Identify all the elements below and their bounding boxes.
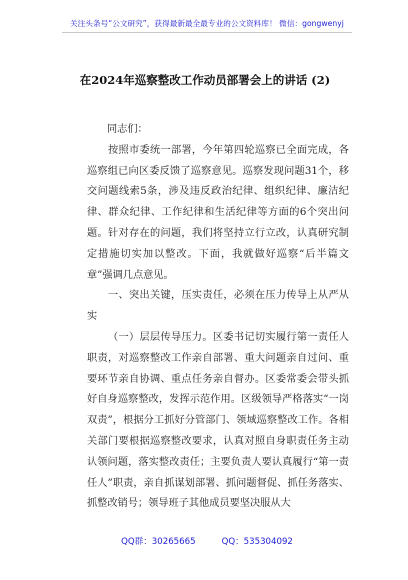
salutation: 同志们： [107, 124, 148, 135]
document-body [87, 120, 349, 515]
footer-qq: QQ：535304092 [221, 537, 293, 547]
footer-contact [62, 535, 352, 547]
header-promo-text: 关注头条号“公文研究”，获得最新最全最专业的公文资料库！ 微信：gongwenyj [70, 19, 344, 28]
paragraph-pressure: （一）层层传导压力。区委书记切实履行第一责任人职责，对巡察整改工作亲自部署、重大问题亲自过问、重要环节亲自协调、重点任务亲自督办。区委常委会带头抓好自身巡察整改，发挥示范作用。区级领导严格落实“一岗双责”，根据分工抓好分管部门、领域巡察整改工作。各相关部门要根据巡察整改要求，认真对照自身职责任务主动认领问题，落实整改责任；主要负责人要认真履行“第一责任人”职责，亲自抓谋划部署、抓问题督促、抓任务落实、抓整改销号；领导班子其他成员要坚决服从大 [87, 331, 349, 510]
section-heading-1: 一、突出关键，压实责任，必须在压力传导上从严从实 [87, 290, 349, 323]
header-divider [62, 32, 352, 33]
document-title: 在2024年巡察整改工作动员部署会上的讲话 (2) [79, 73, 331, 87]
paragraph-intro: 按照市委统一部署，今年第四轮巡察已全面完成，各巡察组已向区委反馈了巡察意见。巡察发现问题31个，移交问题线索5条，涉及违反政治纪律、组织纪律、廉洁纪律、群众纪律、工作纪律和生活纪律等方面的6个突出问题。针对存在的问题，我们将坚持立行立改，认真研究制定措施切实加以整改。下面，我就做好巡察“后半篇文章”强调几点意见。 [87, 144, 349, 281]
footer-qq-group: QQ群：30265665 [121, 537, 196, 547]
